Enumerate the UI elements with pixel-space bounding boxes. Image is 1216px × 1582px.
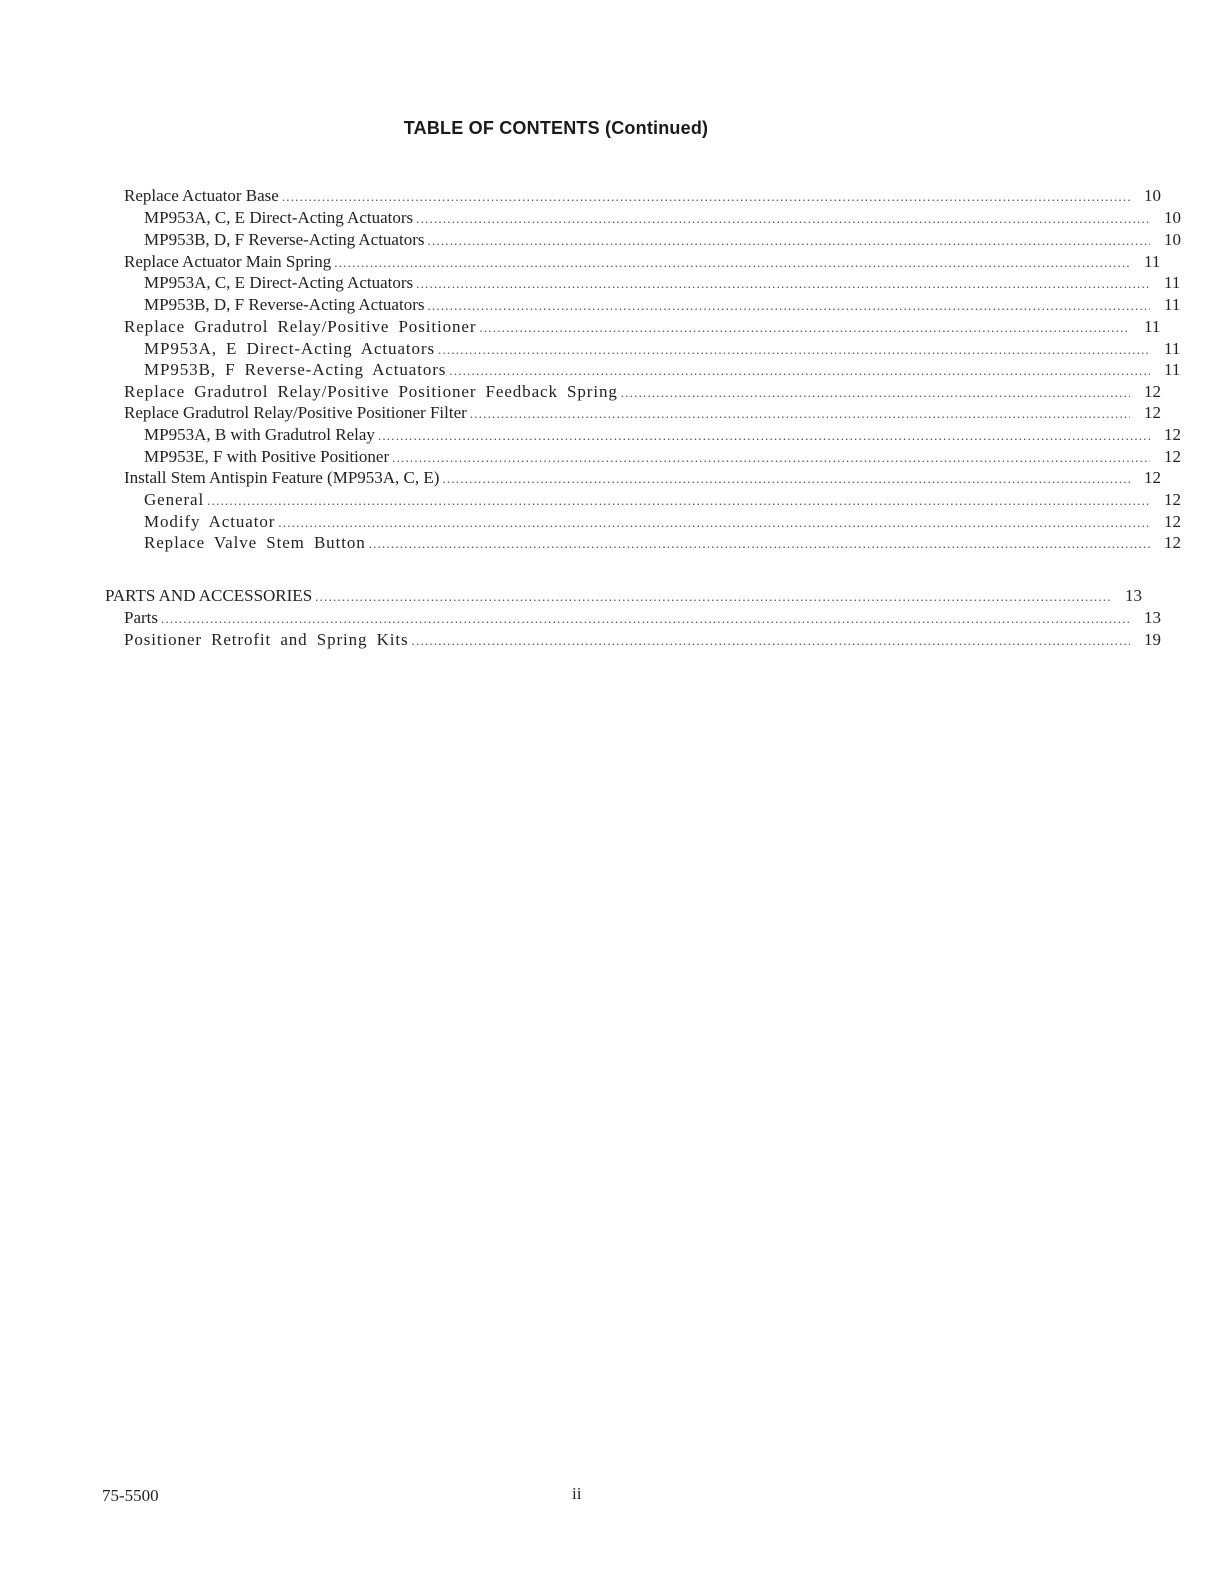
toc-leader-dots xyxy=(315,586,1111,608)
toc-entry-label: Replace Valve Stem Button xyxy=(144,533,366,552)
toc-leader-dots xyxy=(369,533,1150,555)
toc-entry-label: Install Stem Antispin Feature (MP953A, C, E) xyxy=(124,468,440,487)
toc-entry-page: 13 xyxy=(1125,586,1142,605)
toc-entry-label: Parts xyxy=(124,608,158,627)
toc-entry-page: 12 xyxy=(1164,490,1181,509)
toc-entry[interactable] xyxy=(0,185,1174,207)
page-title: TABLE OF CONTENTS (Continued) xyxy=(403,118,709,138)
toc-entry[interactable] xyxy=(0,402,1174,424)
toc-leader-dots xyxy=(278,512,1150,534)
toc-entry-label: PARTS AND ACCESSORIES xyxy=(105,586,313,605)
document-number: 75-5500 xyxy=(102,1486,159,1505)
toc-entry[interactable] xyxy=(0,294,1194,316)
toc-entry[interactable] xyxy=(0,338,1194,360)
toc-entry[interactable] xyxy=(0,207,1194,229)
toc-entry-page: 11 xyxy=(1164,360,1181,379)
toc-entry[interactable] xyxy=(0,489,1194,511)
toc-entry-label: Replace Actuator Base xyxy=(124,186,279,205)
toc-entry-label: MP953A, B with Gradutrol Relay xyxy=(144,425,375,444)
toc-entry-page: 11 xyxy=(1164,273,1181,292)
toc-entry-page: 12 xyxy=(1144,382,1161,401)
toc-entry-page: 10 xyxy=(1144,186,1161,205)
toc-entry-page: 11 xyxy=(1164,339,1181,358)
toc-entry[interactable] xyxy=(0,424,1194,446)
toc-entry-label: General xyxy=(144,490,205,509)
toc-entry[interactable] xyxy=(0,511,1194,533)
toc-entry-page: 12 xyxy=(1164,533,1181,552)
page-number: ii xyxy=(572,1484,582,1503)
toc-entry-page: 12 xyxy=(1164,512,1181,531)
toc-entry-label: MP953B, D, F Reverse-Acting Actuators xyxy=(144,295,425,314)
toc-section-entry[interactable] xyxy=(0,585,1155,607)
toc-entry[interactable] xyxy=(0,532,1194,554)
toc-entry-label: MP953A, C, E Direct-Acting Actuators xyxy=(144,208,414,227)
toc-entry-label: MP953A, E Direct-Acting Actuators xyxy=(144,339,435,358)
toc-entry[interactable] xyxy=(0,316,1174,338)
toc-entry-page: 13 xyxy=(1144,608,1161,627)
toc-entry[interactable] xyxy=(0,381,1174,403)
toc-entry-page: 12 xyxy=(1164,447,1181,466)
toc-entry-page: 19 xyxy=(1144,630,1161,649)
toc-entry-label: MP953B, F Reverse-Acting Actuators xyxy=(144,360,447,379)
toc-entry[interactable] xyxy=(0,229,1194,251)
toc-leader-dots xyxy=(438,339,1150,361)
toc-entry-page: 11 xyxy=(1144,317,1161,336)
toc-entry[interactable] xyxy=(0,467,1174,489)
toc-leader-dots xyxy=(449,360,1150,382)
toc-leader-dots xyxy=(334,252,1130,274)
toc-leader-dots xyxy=(161,608,1130,630)
toc-leader-dots xyxy=(392,447,1150,469)
toc-entry-page: 10 xyxy=(1164,208,1181,227)
toc-entry[interactable] xyxy=(0,446,1194,468)
toc-entry-label: Replace Gradutrol Relay/Positive Positioner Filter xyxy=(124,403,467,422)
toc-entry-page: 11 xyxy=(1164,295,1181,314)
toc-entry-page: 12 xyxy=(1164,425,1181,444)
toc-entry-label: MP953A, C, E Direct-Acting Actuators xyxy=(144,273,414,292)
toc-leader-dots xyxy=(282,186,1130,208)
toc-entry-label: Replace Gradutrol Relay/Positive Positioner xyxy=(124,317,477,336)
toc-entry-label: Positioner Retrofit and Spring Kits xyxy=(124,630,409,649)
toc-entry[interactable] xyxy=(0,607,1174,629)
toc-leader-dots xyxy=(621,382,1130,404)
toc-leader-dots xyxy=(427,230,1150,252)
toc-leader-dots xyxy=(470,403,1130,425)
toc-entry-label: MP953E, F with Positive Positioner xyxy=(144,447,390,466)
toc-leader-dots xyxy=(416,273,1150,295)
toc-leader-dots xyxy=(479,317,1130,339)
toc-entry[interactable] xyxy=(0,629,1174,651)
toc-entry-label: Replace Actuator Main Spring xyxy=(124,252,332,271)
toc-entry-label: Replace Gradutrol Relay/Positive Positioner Feedback Spring xyxy=(124,382,618,401)
toc-entry-label: Modify Actuator xyxy=(144,512,276,531)
toc-entry-page: 12 xyxy=(1144,468,1161,487)
toc-entry[interactable] xyxy=(0,359,1194,381)
toc-leader-dots xyxy=(416,208,1150,230)
toc-leader-dots xyxy=(427,295,1150,317)
toc-leader-dots xyxy=(378,425,1150,447)
toc-entry-label: MP953B, D, F Reverse-Acting Actuators xyxy=(144,230,425,249)
toc-entry-page: 12 xyxy=(1144,403,1161,422)
toc-leader-dots xyxy=(412,630,1130,652)
toc-entry[interactable] xyxy=(0,251,1174,273)
toc-entry-page: 10 xyxy=(1164,230,1181,249)
toc-leader-dots xyxy=(442,468,1130,490)
toc-entry[interactable] xyxy=(0,272,1194,294)
toc-leader-dots xyxy=(207,490,1150,512)
toc-entry-page: 11 xyxy=(1144,252,1161,271)
